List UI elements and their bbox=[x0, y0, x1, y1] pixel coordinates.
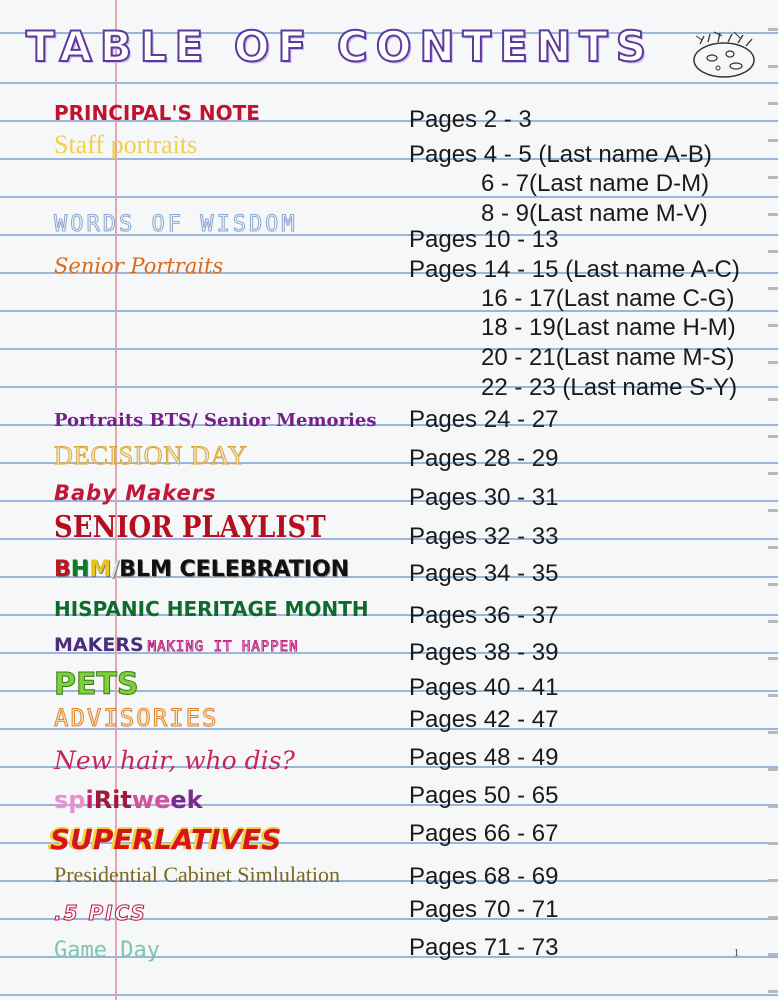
toc-pages-hispanic-heritage-month: Pages 36 - 37 bbox=[409, 602, 559, 629]
spiral-hole bbox=[768, 324, 778, 327]
toc-pages-superlatives: Pages 66 - 67 bbox=[409, 820, 559, 847]
toc-label-principals-note: PRINCIPAL'S NOTE bbox=[54, 101, 260, 125]
spiral-hole bbox=[768, 28, 778, 31]
spiral-holes bbox=[768, 0, 778, 1000]
page-title: TABLE OF CONTENTS bbox=[25, 22, 655, 71]
toc-pages-spirit-week: Pages 50 - 65 bbox=[409, 782, 559, 809]
spiral-hole bbox=[768, 139, 778, 142]
toc-pages-game-day: Pages 71 - 73 bbox=[409, 934, 559, 961]
spiral-hole bbox=[768, 213, 778, 216]
toc-pages-staff-portraits-2: 6 - 7(Last name D-M) bbox=[481, 170, 710, 197]
toc-label-words-of-wisdom: WORDS OF WISDOM bbox=[54, 212, 298, 237]
toc-label-makers: MAKERS MAKING IT HAPPEN bbox=[54, 634, 299, 656]
toc-pages-bhm-blm-celebration: Pages 34 - 35 bbox=[409, 560, 559, 587]
toc-pages-presidential-cabinet: Pages 68 - 69 bbox=[409, 863, 559, 890]
toc-pages-senior-portraits-5: 22 - 23 (Last name S-Y) bbox=[481, 374, 738, 401]
toc-pages-staff-portraits: Pages 4 - 5 (Last name A-B) bbox=[409, 141, 712, 168]
toc-label-making-it-happen: MAKING IT HAPPEN bbox=[147, 639, 299, 655]
page-number: 1 bbox=[734, 948, 739, 959]
spiral-hole bbox=[768, 916, 778, 919]
spiral-hole bbox=[768, 657, 778, 660]
toc-pages-staff-portraits-3: 8 - 9(Last name M-V) bbox=[481, 200, 708, 227]
spiral-hole bbox=[768, 398, 778, 401]
spiral-hole bbox=[768, 361, 778, 364]
spiral-hole bbox=[768, 250, 778, 253]
toc-label-spirit-week: spiRitweek bbox=[54, 786, 203, 814]
toc-pages-baby-makers: Pages 30 - 31 bbox=[409, 484, 559, 511]
toc-label-new-hair: New hair, who dis? bbox=[54, 746, 295, 775]
toc-pages-new-hair: Pages 48 - 49 bbox=[409, 744, 559, 771]
doodle-icon bbox=[688, 30, 760, 82]
toc-pages-senior-portraits-3: 18 - 19(Last name H-M) bbox=[481, 314, 736, 341]
toc-label-hispanic-heritage-month: HISPANIC HERITAGE MONTH bbox=[54, 597, 369, 621]
spiral-hole bbox=[768, 509, 778, 512]
toc-label-staff-portraits: Staff portraits bbox=[54, 130, 198, 159]
spiral-hole bbox=[768, 435, 778, 438]
spiral-hole bbox=[768, 953, 778, 956]
toc-label-senior-playlist: SENIOR PLAYLIST bbox=[54, 510, 326, 546]
spiral-hole bbox=[768, 879, 778, 882]
toc-label-baby-makers: Baby Makers bbox=[54, 481, 217, 505]
toc-pages-senior-portraits-2: 16 - 17(Last name C-G) bbox=[481, 285, 735, 312]
toc-pages-makers: Pages 38 - 39 bbox=[409, 639, 559, 666]
spiral-hole bbox=[768, 287, 778, 290]
toc-pages-principals-note: Pages 2 - 3 bbox=[409, 106, 532, 133]
spiral-hole bbox=[768, 102, 778, 105]
toc-pages-decision-day: Pages 28 - 29 bbox=[409, 445, 559, 472]
spiral-hole bbox=[768, 176, 778, 179]
toc-label-5-pics: .5 PICS bbox=[54, 901, 147, 925]
toc-pages-senior-portraits-4: 20 - 21(Last name M-S) bbox=[481, 344, 735, 371]
toc-pages-5-pics: Pages 70 - 71 bbox=[409, 896, 559, 923]
toc-label-advisories: ADVISORIES bbox=[54, 704, 219, 732]
spiral-hole bbox=[768, 65, 778, 68]
toc-label-senior-portraits: Senior Portraits bbox=[54, 254, 224, 278]
spiral-hole bbox=[768, 842, 778, 845]
toc-pages-advisories: Pages 42 - 47 bbox=[409, 706, 559, 733]
spiral-hole bbox=[768, 805, 778, 808]
toc-label-superlatives: SUPERLATIVES bbox=[50, 823, 282, 856]
spiral-hole bbox=[768, 768, 778, 771]
toc-pages-pets: Pages 40 - 41 bbox=[409, 674, 559, 701]
spiral-hole bbox=[768, 694, 778, 697]
toc-pages-senior-portraits: Pages 14 - 15 (Last name A-C) bbox=[409, 256, 740, 283]
spiral-hole bbox=[768, 472, 778, 475]
spiral-hole bbox=[768, 731, 778, 734]
toc-label-game-day: Game Day bbox=[54, 938, 160, 963]
toc-label-decision-day: DECISION DAY bbox=[54, 441, 248, 470]
toc-label-portraits-bts: Portraits BTS/ Senior Memories bbox=[54, 410, 377, 431]
toc-label-bhm-blm-celebration: BHM/BLM CELEBRATION bbox=[54, 557, 350, 582]
spiral-hole bbox=[768, 620, 778, 623]
toc-pages-senior-playlist: Pages 32 - 33 bbox=[409, 523, 559, 550]
toc-label-presidential-cabinet: Presidential Cabinet Simlulation bbox=[54, 862, 340, 887]
spiral-hole bbox=[768, 990, 778, 993]
toc-pages-words-of-wisdom: Pages 10 - 13 bbox=[409, 226, 559, 253]
spiral-hole bbox=[768, 546, 778, 549]
toc-pages-portraits-bts: Pages 24 - 27 bbox=[409, 406, 559, 433]
spiral-hole bbox=[768, 583, 778, 586]
toc-label-pets: PETS bbox=[54, 667, 139, 702]
